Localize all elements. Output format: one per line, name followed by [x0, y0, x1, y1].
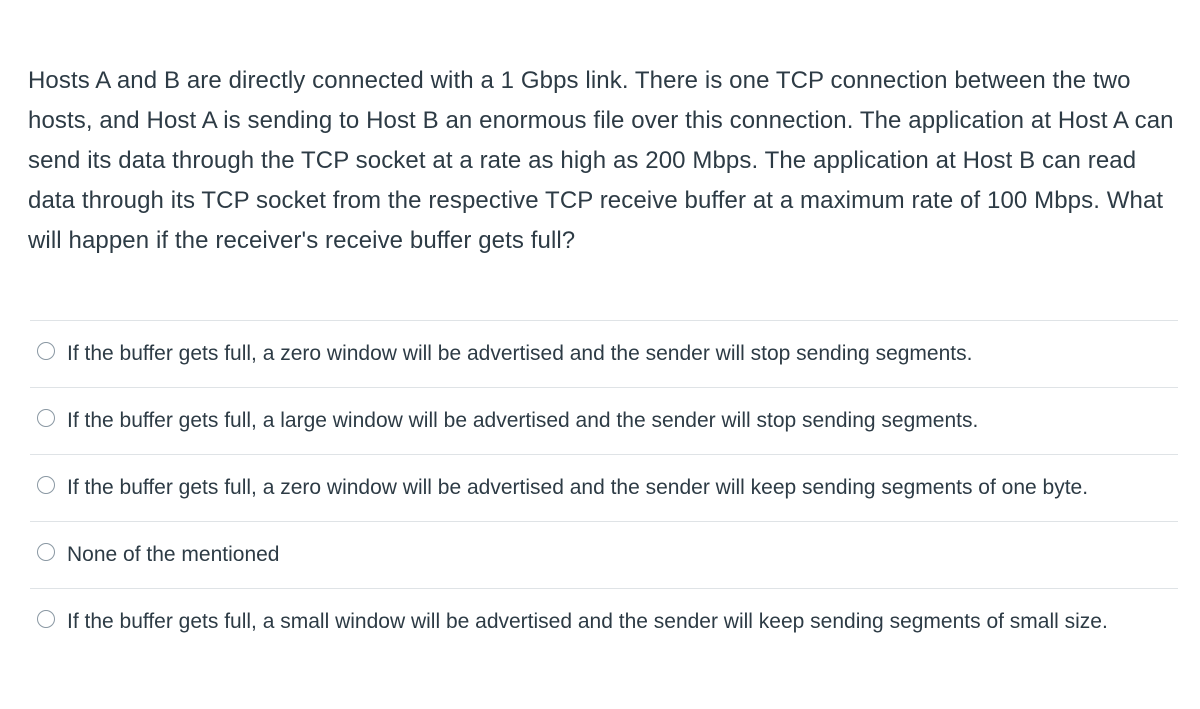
- answer-option-4[interactable]: [30, 522, 1178, 589]
- answer-label: If the buffer gets full, a zero window will be advertised and the sender will stop sending segments.: [67, 342, 973, 365]
- radio-button[interactable]: [37, 543, 55, 561]
- answer-option-2[interactable]: [30, 388, 1178, 455]
- answer-label: None of the mentioned: [67, 543, 280, 566]
- radio-button[interactable]: [37, 610, 55, 628]
- radio-button[interactable]: [37, 342, 55, 360]
- answer-list: [30, 320, 1178, 655]
- question-text: Hosts A and B are directly connected with a 1 Gbps link. There is one TCP connection between the two hosts, and Host A is sending to Host B an enormous file over this connection. The application at Host A can send its data through the TCP socket at a rate as high as 200 Mbps. The application at Host B can read data through its TCP socket from the respective TCP receive buffer at a maximum rate of 100 Mbps. What will happen if the receiver's receive buffer gets full?: [28, 67, 1174, 254]
- answer-label: If the buffer gets full, a small window will be advertised and the sender will keep sending segments of small size.: [67, 610, 1108, 633]
- answer-label: If the buffer gets full, a large window will be advertised and the sender will stop sending segments.: [67, 409, 979, 432]
- answer-option-5[interactable]: [30, 589, 1178, 655]
- radio-button[interactable]: [37, 476, 55, 494]
- answer-option-3[interactable]: [30, 455, 1178, 522]
- radio-button[interactable]: [37, 409, 55, 427]
- answer-option-1[interactable]: [30, 321, 1178, 388]
- answer-label: If the buffer gets full, a zero window will be advertised and the sender will keep sending segments of one byte.: [67, 476, 1089, 499]
